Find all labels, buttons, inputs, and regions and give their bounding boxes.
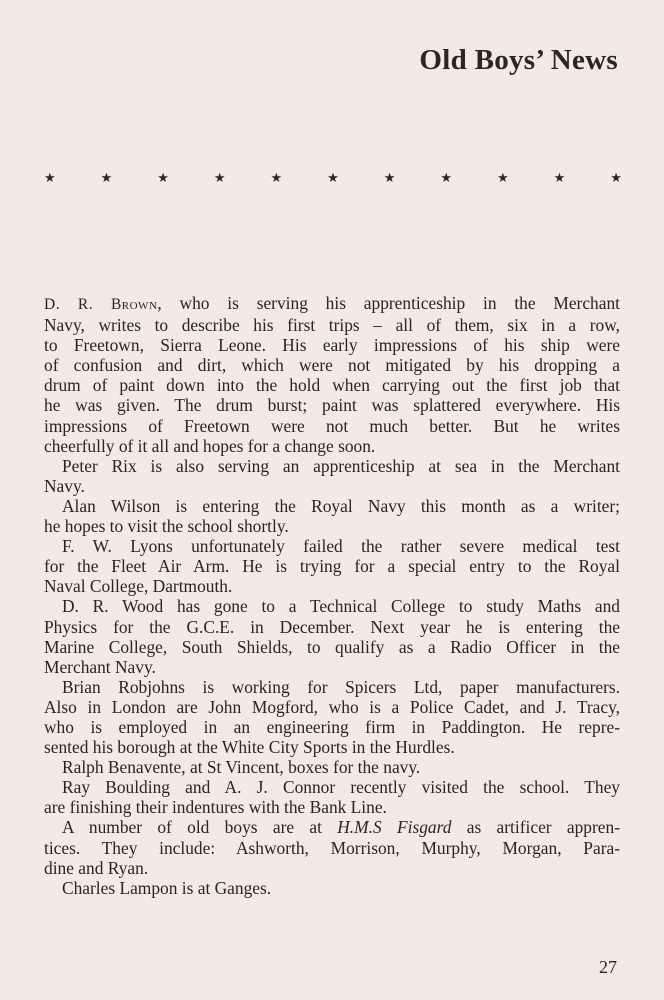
star-separator <box>44 170 622 186</box>
star-icon: ★ <box>497 170 509 185</box>
text-line: he was given. The drum burst; paint was splattered everywhere. His <box>44 395 620 416</box>
page-title: Old Boys’ News <box>419 44 618 76</box>
text-line: Merchant Navy. <box>44 656 156 677</box>
text-line: Ray Boulding and A. J. Connor recently visited the school. They <box>62 777 620 798</box>
text-line: Peter Rix is also serving an apprenticeship at sea in the Merchant <box>62 455 620 476</box>
text-line: dine and Ryan. <box>44 857 149 878</box>
text-line: Physics for the G.C.E. in December. Next year he is entering the <box>44 616 620 637</box>
text-line: Also in London are John Mogford, who is a Police Cadet, and J. Tracy, <box>44 696 620 717</box>
ship-name: H.M.S Fisgard <box>337 817 452 838</box>
text-line: of confusion and dirt, which were not mitigated by his dropping a <box>44 355 620 376</box>
text-line: Marine College, South Shields, to qualify as a Radio Officer in the <box>44 636 620 657</box>
star-icon: ★ <box>157 170 169 185</box>
article-body <box>44 293 620 898</box>
star-icon: ★ <box>44 170 56 185</box>
page-number: 27 <box>599 957 617 977</box>
text-line: Navy, writes to describe his first trips – all of them, six in a row, <box>44 315 620 336</box>
person-name: D. R. Brown <box>44 296 158 313</box>
star-icon: ★ <box>553 170 566 185</box>
text-line: F. W. Lyons unfortunately failed the rather severe medical test <box>62 536 620 557</box>
text-line: for the Fleet Air Arm. He is trying for a special entry to the Royal <box>44 556 620 577</box>
star-icon: ★ <box>213 170 226 185</box>
text-line: to Freetown, Sierra Leone. His early impressions of his ship were <box>44 335 620 356</box>
text-line: A number of old boys are at H.M.S Fisgard as artificer appren- <box>62 817 620 838</box>
text-line: he hopes to visit the school shortly. <box>44 516 289 537</box>
star-icon: ★ <box>327 170 339 185</box>
star-icon: ★ <box>610 170 622 185</box>
text-line: cheerfully of it all and hopes for a change soon. <box>44 435 376 456</box>
text-line: Alan Wilson is entering the Royal Navy this month as a writer; <box>62 495 620 516</box>
text-line: drum of paint down into the hold when carrying out the first job that <box>44 375 620 396</box>
text-line: Charles Lampon is at Ganges. <box>62 877 272 898</box>
text-line: Ralph Benavente, at St Vincent, boxes for the navy. <box>62 757 421 778</box>
text-line: impressions of Freetown were not much better. But he writes <box>44 415 620 436</box>
star-icon: ★ <box>383 170 396 185</box>
text-line: D. R. Wood has gone to a Technical College to study Maths and <box>62 596 620 617</box>
star-icon: ★ <box>440 170 453 185</box>
text-line: Naval College, Dartmouth. <box>44 576 233 597</box>
text-line: tices. They include: Ashworth, Morrison, Murphy, Morgan, Para- <box>44 837 620 858</box>
text-line: D. R. Brown, who is serving his apprenticeship in the Merchant <box>44 293 620 313</box>
text-line: sented his borough at the White City Sports in the Hurdles. <box>44 737 455 758</box>
text-line: who is employed in an engineering firm in Paddington. He repre- <box>44 716 620 737</box>
text-line: are finishing their indentures with the Bank Line. <box>44 797 387 818</box>
text-line: Brian Robjohns is working for Spicers Ltd, paper manufacturers. <box>62 676 620 697</box>
star-icon: ★ <box>100 170 113 185</box>
star-icon: ★ <box>270 170 283 185</box>
text-line: Navy. <box>44 475 85 496</box>
